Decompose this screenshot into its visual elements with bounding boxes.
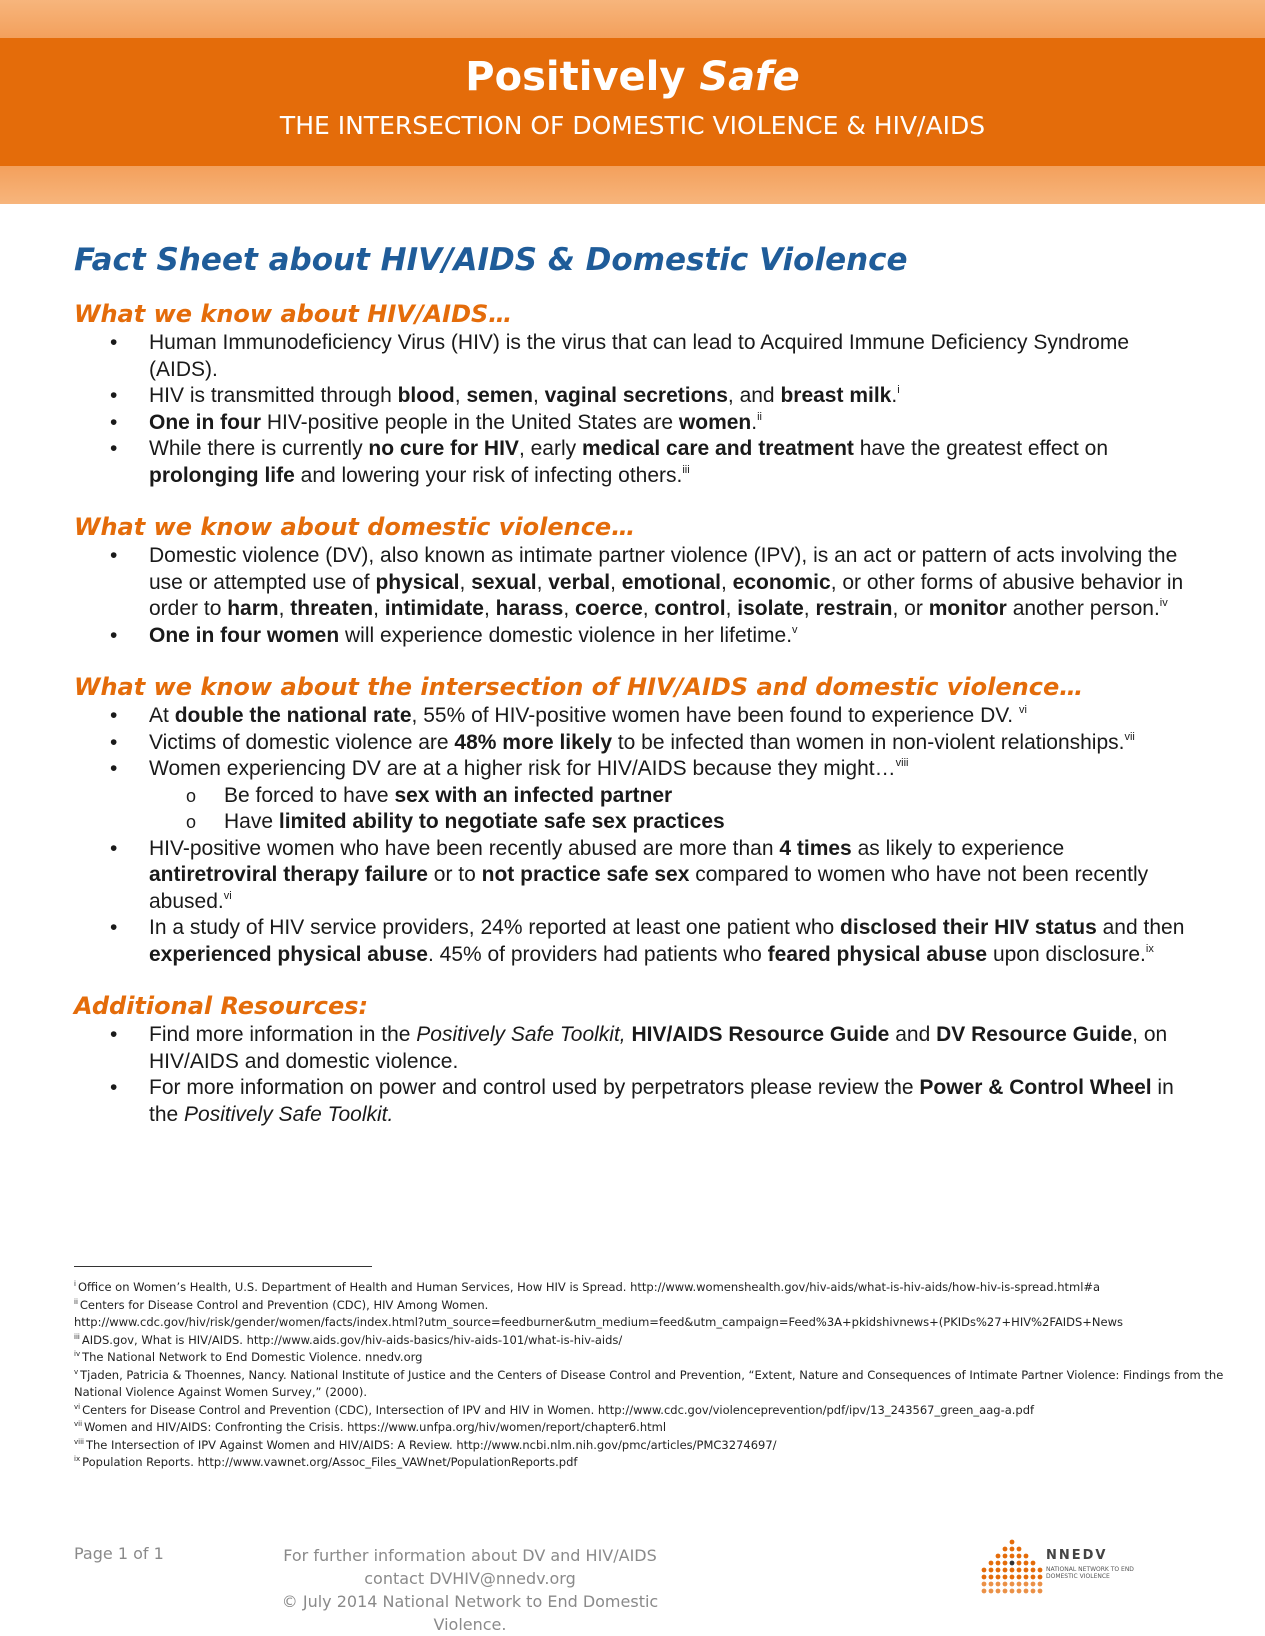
footnote: $^v$ Tjaden, Patricia & Thoennes, Nancy. National Institute of Justice and the Centers of Disease Control and Prevention, “Extent, Nature and Consequences of Intimate Partner Violence: Findings from the National Violence Against Women Survey,” (2000).: [74, 1367, 1224, 1399]
footnote-continuation: http://www.cdc.gov/hiv/risk/gender/women/facts/index.html?utm_source=feedburner&utm_medium=feed&utm_campaign=Feed%3A+pkidshivnews+(PKIDs%27+HIV%2FAIDS+News: [74, 1315, 1124, 1329]
header-banner: [0, 38, 1265, 166]
list-item: • HIV-positive women who have been recently abused are more than 4 times as likely to experience antiretroviral therapy failure or to not practice safe sex compared to women who have not been recently abused.$^{vi}$: [74, 836, 1194, 916]
list-item: • At double the national rate, 55% of HIV-positive women have been found to experience DV. $^{vi}$: [74, 703, 1194, 730]
list-item: • For more information on power and control used by perpetrators please review the Power & Control Wheel in the Positively Safe Toolkit.: [74, 1075, 1194, 1128]
footnotes: [74, 1279, 1234, 1472]
risk-sublist: [149, 783, 1194, 836]
resources-list: [74, 1022, 1194, 1128]
list-item: • HIV is transmitted through blood, semen, vaginal secretions, and breast milk.$^i$: [74, 383, 1194, 410]
footnote: $^i$ Office on Women’s Health, U.S. Department of Health and Human Services, How HIV is Spread. http://www.womenshealth.gov/hiv-aids/what-is-hiv-aids/how-hiv-is-spread.html#a: [74, 1280, 1101, 1294]
section-heading-intersection: What we know about the intersection of HIV/AIDS and domestic violence…: [74, 673, 1084, 701]
list-item: • Victims of domestic violence are 48% more likely to be infected than women in non-violent relationships.$^{vii}$: [74, 730, 1194, 757]
footnote: $^{vi}$ Centers for Disease Control and Prevention (CDC), Intersection of IPV and HIV in Women. http://www.cdc.gov/violenceprevention/pdf/ipv/13_243567_green_aag-a.pdf: [74, 1402, 1035, 1417]
list-item: • One in four HIV-positive people in the United States are women.$^{ii}$: [74, 410, 1194, 437]
page-number: Page 1 of 1: [74, 1544, 164, 1563]
intersection-facts-list: [74, 703, 1194, 968]
document-subtitle: THE INTERSECTION OF DOMESTIC VIOLENCE & HIV/AIDS: [279, 111, 986, 140]
footnote-ref: v: [792, 623, 798, 636]
dv-facts-list: [74, 543, 1194, 649]
footnote-ref: i: [897, 384, 900, 396]
list-item: • While there is currently no cure for HIV, early medical care and treatment have the greatest effect on prolonging life and lowering your risk of infecting others.$^{iii}$: [74, 436, 1194, 489]
footnote-ref: ix: [1145, 942, 1154, 955]
banner-top-band: [0, 0, 1265, 38]
section-heading-dv: What we know about domestic violence…: [74, 513, 636, 541]
footnote: $^{iv}$ The National Network to End Domestic Violence. nnedv.org: [74, 1350, 423, 1364]
footer-contact: For further information about DV and HIV/AIDS contact DVHIV@nnedv.org © July 2014 National Network to End Domestic Violence.: [281, 1546, 659, 1634]
footnote: $^{ix}$ Population Reports. http://www.vawnet.org/Assoc_Files_VAWnet/PopulationReports.pdf: [74, 1455, 578, 1469]
sub-list-item: o Be forced to have sex with an infected partner: [149, 783, 1194, 810]
footnote: $^{ii}$ Centers for Disease Control and Prevention (CDC), HIV Among Women.: [74, 1297, 489, 1312]
logo-subtitle: NATIONAL NETWORK TO END DOMESTIC VIOLENCE: [1046, 1566, 1134, 1580]
list-item: • Find more information in the Positively Safe Toolkit, HIV/AIDS Resource Guide and DV Resource Guide, on HIV/AIDS and domestic violence.: [74, 1022, 1194, 1075]
list-item: • Human Immunodeficiency Virus (HIV) is the virus that can lead to Acquired Immune Deficiency Syndrome (AIDS).: [74, 330, 1194, 383]
footnote-ref: vii: [1124, 730, 1135, 743]
footnote-ref: viii: [895, 757, 909, 769]
main-content: [74, 240, 1194, 1150]
list-item: • Women experiencing DV are at a higher risk for HIV/AIDS because they might…$^{viii}$ o Be forced to have sex with an infected partner o Have limited ability to negotiate safe sex practices: [74, 756, 1194, 836]
list-item: • Domestic violence (DV), also known as intimate partner violence (IPV), is an act or pattern of acts involving the use or attempted use of physical, sexual, verbal, emotional, economic, or other forms of abusive behavior in order to harm, threaten, intimidate, harass, coerce, control, isolate, restrain, or monitor another person.$^{iv}$: [74, 543, 1194, 623]
list-item: • In a study of HIV service providers, 24% reported at least one patient who disclosed their HIV status and then experienced physical abuse. 45% of providers had patients who feared physical abuse upon disclosure.$^{ix}$: [74, 915, 1194, 968]
footnote-ref: iii: [682, 463, 690, 476]
footnote: $^{viii}$ The Intersection of IPV Against Women and HIV/AIDS: A Review. http://www.ncbi.nlm.nih.gov/pmc/articles/PMC3274697/: [74, 1437, 777, 1452]
section-heading-resources: Additional Resources:: [74, 992, 369, 1020]
hiv-facts-list: [74, 330, 1194, 489]
fact-sheet-title: Fact Sheet about HIV/AIDS & Domestic Violence: [74, 242, 908, 278]
list-item: • One in four women will experience domestic violence in her lifetime.$^v$: [74, 623, 1194, 650]
footnote-divider: [74, 1266, 372, 1267]
footnote-ref: iv: [1159, 597, 1168, 609]
banner-bottom-band: [0, 166, 1265, 204]
document-title: Positively Safe: [465, 54, 800, 100]
footnote-ref: ii: [757, 410, 762, 423]
sub-list-item: o Have limited ability to negotiate safe sex practices: [149, 809, 1194, 836]
footnote-ref: vi: [223, 889, 232, 902]
logo-name: NNEDV: [1046, 1548, 1108, 1563]
section-heading-hiv: What we know about HIV/AIDS…: [74, 300, 513, 328]
footnote-ref: vi: [1018, 704, 1027, 716]
footnote: $^{iii}$ AIDS.gov, What is HIV/AIDS. http://www.aids.gov/hiv-aids-basics/hiv-aids-101/what-is-hiv-aids/: [74, 1332, 623, 1347]
footnote: $^{vii}$ Women and HIV/AIDS: Confronting the Crisis. https://www.unfpa.org/hiv/women/report/chapter6.html: [74, 1420, 667, 1434]
